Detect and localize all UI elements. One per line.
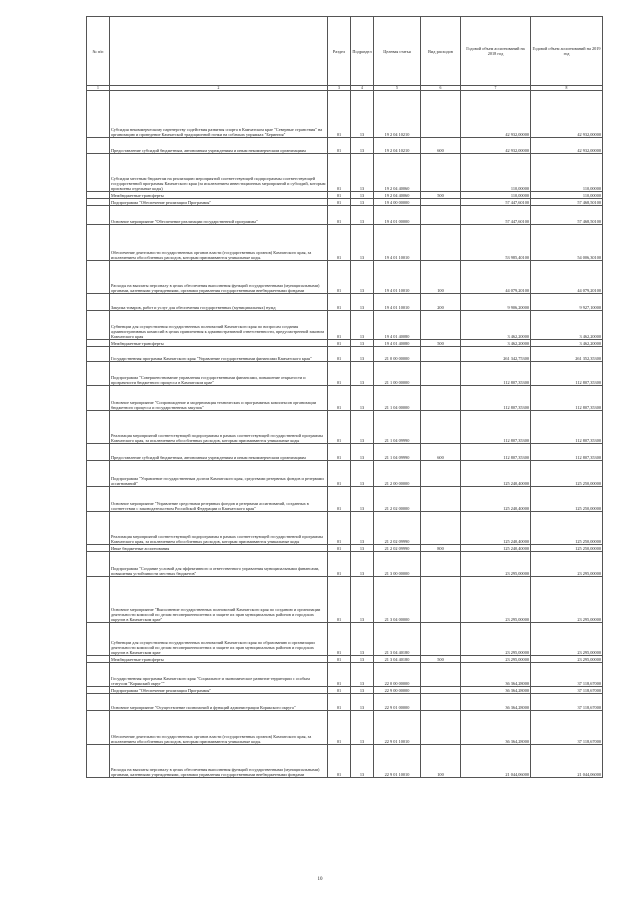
razdel-cell: 01 (328, 311, 351, 340)
expense-type-cell (421, 461, 461, 487)
col-number: 8 (531, 86, 603, 91)
amount-2019-cell: 57 468,50100 (531, 199, 603, 206)
row-num-cell (87, 192, 110, 199)
budget-table-container (86, 16, 602, 778)
podrazdel-cell: 13 (351, 663, 374, 687)
podrazdel-cell: 13 (351, 623, 374, 656)
table-row (87, 656, 603, 663)
podrazdel-cell: 13 (351, 138, 374, 154)
expense-type-cell (421, 362, 461, 386)
row-num-cell (87, 340, 110, 347)
target-article-cell: 19 4 01 10010 (374, 225, 421, 261)
podrazdel-cell: 13 (351, 294, 374, 311)
amount-2018-cell: 21 044,06000 (461, 745, 531, 778)
header-razdel: Раздел (328, 17, 351, 86)
expense-type-cell (421, 206, 461, 225)
col-number: 3 (328, 86, 351, 91)
amount-2019-cell: 110,00000 (531, 154, 603, 192)
target-article-cell: 21 2 00 00000 (374, 461, 421, 487)
podrazdel-cell: 13 (351, 411, 374, 444)
amount-2018-cell: 125 240,40000 (461, 461, 531, 487)
amount-2018-cell: 23 295,00000 (461, 656, 531, 663)
amount-2019-cell: 112 807,35300 (531, 362, 603, 386)
table-row (87, 545, 603, 552)
row-num-cell (87, 545, 110, 552)
col-number: 7 (461, 86, 531, 91)
target-article-cell: 21 2 02 09990 (374, 545, 421, 552)
amount-2018-cell: 125 240,40000 (461, 512, 531, 545)
amount-2019-cell: 37 118,67000 (531, 663, 603, 687)
table-row (87, 206, 603, 225)
item-name-cell: Реализация мероприятий соответствующей подпрограммы в рамках соответствующей государственной программы Камчатского края, за исключением обособленных расходов, которым присваиваются уникальные коды (110, 411, 328, 444)
row-num-cell (87, 91, 110, 138)
target-article-cell: 21 2 02 09990 (374, 512, 421, 545)
header-name (110, 17, 328, 86)
razdel-cell: 01 (328, 687, 351, 694)
razdel-cell: 01 (328, 512, 351, 545)
target-article-cell: 19 2 04 10210 (374, 138, 421, 154)
target-article-cell: 19 4 01 10010 (374, 294, 421, 311)
budget-allocation-table (86, 16, 603, 778)
podrazdel-cell: 13 (351, 444, 374, 461)
razdel-cell: 01 (328, 138, 351, 154)
target-article-cell: 19 2 04 40060 (374, 154, 421, 192)
item-name-cell: Основное мероприятие "Управление средствами резервных фондов и резервами ассигнований, созданных в соответствии с законодательством Российской Федерации и Камчатского края" (110, 487, 328, 512)
item-name-cell: Субсидия некоммерческому партнерству содействия развития спорта в Камчатском крае "Северные странствия" на организацию и проведение Камчатской традиционной гонки на собачьих упряжках "Берингия" (110, 91, 328, 138)
target-article-cell: 21 1 00 00000 (374, 362, 421, 386)
row-num-cell (87, 577, 110, 623)
table-row (87, 512, 603, 545)
item-name-cell: Расходы на выплаты персоналу в целях обеспечения выполнения функций государственными (муниципальными) органами, казенными учреждениями, органами управления государственными внебюджетными фондами (110, 261, 328, 294)
row-num-cell (87, 552, 110, 577)
amount-2019-cell: 44 079,20100 (531, 261, 603, 294)
table-row (87, 444, 603, 461)
amount-2018-cell: 23 295,00000 (461, 552, 531, 577)
amount-2018-cell: 23 295,00000 (461, 577, 531, 623)
header-2018: Годовой объем ассигнований на 2018 год (461, 17, 531, 86)
podrazdel-cell: 13 (351, 199, 374, 206)
razdel-cell: 01 (328, 623, 351, 656)
row-num-cell (87, 663, 110, 687)
amount-2018-cell: 42 932,00000 (461, 138, 531, 154)
podrazdel-cell: 13 (351, 154, 374, 192)
amount-2019-cell: 125 250,00000 (531, 512, 603, 545)
row-num-cell (87, 444, 110, 461)
item-name-cell: Субвенции для осуществления государственных полномочий Камчатского края по образованию и организации деятельности комиссий по делам несовершеннолетних и защите их прав муниципальных районов и городских округов в Камчатском крае (110, 623, 328, 656)
amount-2019-cell: 42 932,00000 (531, 138, 603, 154)
row-num-cell (87, 154, 110, 192)
item-name-cell: Межбюджетные трансферты (110, 656, 328, 663)
item-name-cell: Государственная программа Камчатского края "Социальное и экономическое развитие территории с особым статусом "Корякский округ"" (110, 663, 328, 687)
table-row (87, 138, 603, 154)
row-num-cell (87, 138, 110, 154)
amount-2018-cell: 36 364,28000 (461, 694, 531, 711)
podrazdel-cell: 13 (351, 206, 374, 225)
expense-type-cell: 100 (421, 261, 461, 294)
expense-type-cell (421, 552, 461, 577)
target-article-cell: 22 9 01 00000 (374, 694, 421, 711)
col-number: 4 (351, 86, 374, 91)
expense-type-cell (421, 663, 461, 687)
amount-2019-cell: 9 927,10000 (531, 294, 603, 311)
item-name-cell: Подпрограмма "Управление государственным долгом Камчатского края, средствами резервных фондов и резервами ассигнований" (110, 461, 328, 487)
amount-2018-cell: 112 807,35300 (461, 411, 531, 444)
page-number: 10 (317, 877, 323, 882)
amount-2019-cell: 57 468,50100 (531, 206, 603, 225)
expense-type-cell (421, 225, 461, 261)
item-name-cell: Подпрограмма "Совершенствование управления государственными финансами, повышение открытости и прозрачности бюджетного процесса в Камчатском крае" (110, 362, 328, 386)
amount-2019-cell: 37 118,67000 (531, 711, 603, 745)
item-name-cell: Подпрограмма "Обеспечение реализации Программы" (110, 687, 328, 694)
table-row (87, 461, 603, 487)
target-article-cell: 21 1 04 09990 (374, 411, 421, 444)
target-article-cell: 19 4 01 00000 (374, 206, 421, 225)
podrazdel-cell: 13 (351, 91, 374, 138)
razdel-cell: 01 (328, 411, 351, 444)
amount-2018-cell: 112 807,35300 (461, 444, 531, 461)
table-row (87, 347, 603, 362)
expense-type-cell: 500 (421, 340, 461, 347)
amount-2019-cell: 37 118,67000 (531, 687, 603, 694)
expense-type-cell (421, 623, 461, 656)
table-row (87, 311, 603, 340)
target-article-cell: 19 4 00 00000 (374, 199, 421, 206)
target-article-cell: 19 4 01 40080 (374, 340, 421, 347)
podrazdel-cell: 13 (351, 386, 374, 411)
podrazdel-cell: 13 (351, 225, 374, 261)
razdel-cell: 01 (328, 386, 351, 411)
amount-2019-cell: 37 118,67000 (531, 694, 603, 711)
razdel-cell: 01 (328, 362, 351, 386)
header-target-article: Целевая статья (374, 17, 421, 86)
row-num-cell (87, 362, 110, 386)
razdel-cell: 01 (328, 745, 351, 778)
expense-type-cell (421, 386, 461, 411)
amount-2018-cell: 36 364,28000 (461, 687, 531, 694)
podrazdel-cell: 13 (351, 261, 374, 294)
amount-2018-cell: 110,00000 (461, 192, 531, 199)
amount-2018-cell: 125 240,40000 (461, 487, 531, 512)
amount-2019-cell: 125 250,00000 (531, 545, 603, 552)
podrazdel-cell: 13 (351, 362, 374, 386)
razdel-cell: 01 (328, 347, 351, 362)
expense-type-cell: 600 (421, 138, 461, 154)
expense-type-cell (421, 487, 461, 512)
amount-2018-cell: 261 342,75300 (461, 347, 531, 362)
amount-2019-cell: 23 295,00000 (531, 623, 603, 656)
amount-2019-cell: 23 295,00000 (531, 552, 603, 577)
amount-2019-cell: 23 295,00000 (531, 656, 603, 663)
expense-type-cell: 500 (421, 656, 461, 663)
header-2019: Годовой объем ассигнований на 2019 год (531, 17, 603, 86)
razdel-cell: 01 (328, 199, 351, 206)
podrazdel-cell: 13 (351, 512, 374, 545)
target-article-cell: 22 9 00 00000 (374, 687, 421, 694)
podrazdel-cell: 13 (351, 545, 374, 552)
target-article-cell: 22 0 00 00000 (374, 663, 421, 687)
razdel-cell: 01 (328, 663, 351, 687)
table-row (87, 745, 603, 778)
table-row (87, 199, 603, 206)
table-row (87, 294, 603, 311)
expense-type-cell (421, 199, 461, 206)
table-row (87, 386, 603, 411)
item-name-cell: Иные бюджетные ассигнования (110, 545, 328, 552)
table-header-row (87, 17, 603, 86)
target-article-cell: 21 3 04 00000 (374, 577, 421, 623)
table-row (87, 487, 603, 512)
row-num-cell (87, 487, 110, 512)
item-name-cell: Расходы на выплаты персоналу в целях обеспечения выполнения функций государственными (муниципальными) органами, казенными учреждениями, органами управления государственными внебюджетными фондами (110, 745, 328, 778)
razdel-cell: 01 (328, 552, 351, 577)
row-num-cell (87, 623, 110, 656)
amount-2018-cell: 53 985,40100 (461, 225, 531, 261)
amount-2018-cell: 112 807,35300 (461, 386, 531, 411)
amount-2018-cell: 57 447,60100 (461, 199, 531, 206)
table-row (87, 711, 603, 745)
item-name-cell: Закупка товаров, работ и услуг для обеспечения государственных (муниципальных) нужд (110, 294, 328, 311)
amount-2018-cell: 36 364,28000 (461, 711, 531, 745)
row-num-cell (87, 347, 110, 362)
table-row (87, 340, 603, 347)
target-article-cell: 21 3 04 40180 (374, 623, 421, 656)
amount-2019-cell: 42 932,00000 (531, 91, 603, 138)
razdel-cell: 01 (328, 91, 351, 138)
podrazdel-cell: 13 (351, 311, 374, 340)
razdel-cell: 01 (328, 487, 351, 512)
expense-type-cell (421, 91, 461, 138)
razdel-cell: 01 (328, 206, 351, 225)
target-article-cell: 21 2 02 00000 (374, 487, 421, 512)
podrazdel-cell: 13 (351, 687, 374, 694)
header-podrazdel: Подраздел (351, 17, 374, 86)
row-num-cell (87, 656, 110, 663)
razdel-cell: 01 (328, 261, 351, 294)
amount-2019-cell: 125 250,00000 (531, 461, 603, 487)
item-name-cell: Межбюджетные трансферты (110, 340, 328, 347)
podrazdel-cell: 13 (351, 694, 374, 711)
podrazdel-cell: 13 (351, 577, 374, 623)
col-number: 5 (374, 86, 421, 91)
target-article-cell: 19 4 01 40080 (374, 311, 421, 340)
podrazdel-cell: 13 (351, 745, 374, 778)
amount-2019-cell: 3 462,20000 (531, 311, 603, 340)
row-num-cell (87, 206, 110, 225)
amount-2019-cell: 261 352,35300 (531, 347, 603, 362)
row-num-cell (87, 694, 110, 711)
item-name-cell: Основное мероприятие "Обеспечение реализации государственной программы" (110, 206, 328, 225)
podrazdel-cell: 13 (351, 192, 374, 199)
item-name-cell: Субвенции для осуществления государственных полномочий Камчатского края по вопросам создания административных комиссий в целях привлечения к административной ответственности, предусмотренной законом Камчатского края (110, 311, 328, 340)
amount-2018-cell: 125 240,40000 (461, 545, 531, 552)
row-num-cell (87, 512, 110, 545)
target-article-cell: 19 4 01 10010 (374, 261, 421, 294)
target-article-cell: 21 0 00 00000 (374, 347, 421, 362)
amount-2019-cell: 112 807,35300 (531, 386, 603, 411)
table-row (87, 687, 603, 694)
amount-2018-cell: 36 364,28000 (461, 663, 531, 687)
amount-2019-cell: 21 044,06000 (531, 745, 603, 778)
item-name-cell: Основное мероприятие "Сопровождение и модернизация технических и программных комплексов организации бюджетного процесса и государственных закупок" (110, 386, 328, 411)
razdel-cell: 01 (328, 294, 351, 311)
amount-2018-cell: 42 932,00000 (461, 91, 531, 138)
row-num-cell (87, 199, 110, 206)
row-num-cell (87, 261, 110, 294)
amount-2019-cell: 3 462,20000 (531, 340, 603, 347)
razdel-cell: 01 (328, 577, 351, 623)
razdel-cell: 01 (328, 444, 351, 461)
table-row (87, 225, 603, 261)
item-name-cell: Обеспечение деятельности государственных органов власти (государственных органов) Камчатского края, за исключением обособленных расходов, которым присваиваются уникальные коды. (110, 711, 328, 745)
amount-2018-cell: 23 295,00000 (461, 623, 531, 656)
item-name-cell: Подпрограмма "Обеспечение реализации Программы" (110, 199, 328, 206)
amount-2018-cell: 9 906,20000 (461, 294, 531, 311)
razdel-cell: 01 (328, 711, 351, 745)
podrazdel-cell: 13 (351, 487, 374, 512)
col-number: 1 (87, 86, 110, 91)
amount-2019-cell: 112 807,35300 (531, 444, 603, 461)
table-row (87, 192, 603, 199)
item-name-cell: Предоставление субсидий бюджетным, автономным учреждениям и иным некоммерческим организациям (110, 138, 328, 154)
table-row (87, 362, 603, 386)
target-article-cell: 19 2 04 10210 (374, 91, 421, 138)
target-article-cell: 21 1 04 00000 (374, 386, 421, 411)
item-name-cell: Субсидии местным бюджетам на реализацию мероприятий соответствующей подпрограммы соответствующей государственной программы Камчатского края (за исключением инвестиционных мероприятий и субсидий, которым присвоены отдельные коды) (110, 154, 328, 192)
razdel-cell: 01 (328, 192, 351, 199)
table-row (87, 91, 603, 138)
razdel-cell: 01 (328, 694, 351, 711)
expense-type-cell (421, 694, 461, 711)
target-article-cell: 19 2 04 40060 (374, 192, 421, 199)
item-name-cell: Основное мероприятие "Осуществление полномочий и функций администрации Корякского округа" (110, 694, 328, 711)
podrazdel-cell: 13 (351, 552, 374, 577)
row-num-cell (87, 745, 110, 778)
amount-2018-cell: 3 462,20000 (461, 311, 531, 340)
amount-2018-cell: 110,00000 (461, 154, 531, 192)
target-article-cell: 22 9 01 10010 (374, 711, 421, 745)
razdel-cell: 01 (328, 545, 351, 552)
target-article-cell: 22 9 01 10010 (374, 745, 421, 778)
target-article-cell: 21 3 00 00000 (374, 552, 421, 577)
podrazdel-cell: 13 (351, 461, 374, 487)
table-row (87, 577, 603, 623)
col-number: 2 (110, 86, 328, 91)
expense-type-cell: 500 (421, 192, 461, 199)
expense-type-cell: 200 (421, 294, 461, 311)
razdel-cell: 01 (328, 340, 351, 347)
table-row (87, 411, 603, 444)
table-row (87, 552, 603, 577)
target-article-cell: 21 3 04 40180 (374, 656, 421, 663)
row-num-cell (87, 711, 110, 745)
item-name-cell: Межбюджетные трансферты (110, 192, 328, 199)
expense-type-cell (421, 411, 461, 444)
item-name-cell: Реализация мероприятий соответствующей подпрограммы в рамках соответствующей государственной программы Камчатского края, за исключением обособленных расходов, которым присваиваются уникальные коды (110, 512, 328, 545)
amount-2018-cell: 3 462,20000 (461, 340, 531, 347)
expense-type-cell (421, 311, 461, 340)
item-name-cell: Предоставление субсидий бюджетным, автономным учреждениям и иным некоммерческим организациям (110, 444, 328, 461)
podrazdel-cell: 13 (351, 656, 374, 663)
podrazdel-cell: 13 (351, 340, 374, 347)
amount-2019-cell: 110,00000 (531, 192, 603, 199)
razdel-cell: 01 (328, 656, 351, 663)
row-num-cell (87, 225, 110, 261)
podrazdel-cell: 13 (351, 347, 374, 362)
table-row (87, 154, 603, 192)
target-article-cell: 21 1 04 09990 (374, 444, 421, 461)
expense-type-cell (421, 711, 461, 745)
amount-2019-cell: 112 807,35300 (531, 411, 603, 444)
expense-type-cell: 100 (421, 745, 461, 778)
row-num-cell (87, 311, 110, 340)
table-row (87, 663, 603, 687)
item-name-cell: Государственная программа Камчатского края "Управление государственными финансами Камчатского края" (110, 347, 328, 362)
header-expense-type: Вид расходов (421, 17, 461, 86)
row-num-cell (87, 411, 110, 444)
row-num-cell (87, 687, 110, 694)
expense-type-cell: 800 (421, 545, 461, 552)
expense-type-cell (421, 687, 461, 694)
razdel-cell: 01 (328, 461, 351, 487)
item-name-cell: Основное мероприятие "Выполнение государственных полномочий Камчатского края по созданию и организации деятельности комиссий по делам несовершеннолетних и защите их прав муниципальных районов и городских округов в Камчатском крае" (110, 577, 328, 623)
amount-2019-cell: 23 295,00000 (531, 577, 603, 623)
expense-type-cell (421, 347, 461, 362)
expense-type-cell (421, 512, 461, 545)
row-num-cell (87, 386, 110, 411)
item-name-cell: Обеспечение деятельности государственных органов власти (государственных органов) Камчатского края, за исключением обособленных расходов, которым присваиваются уникальные коды. (110, 225, 328, 261)
amount-2018-cell: 112 807,35300 (461, 362, 531, 386)
amount-2019-cell: 54 006,30100 (531, 225, 603, 261)
podrazdel-cell: 13 (351, 711, 374, 745)
row-num-cell (87, 294, 110, 311)
razdel-cell: 01 (328, 154, 351, 192)
expense-type-cell (421, 154, 461, 192)
amount-2018-cell: 44 079,20100 (461, 261, 531, 294)
amount-2019-cell: 125 250,00000 (531, 487, 603, 512)
table-row (87, 694, 603, 711)
col-number: 6 (421, 86, 461, 91)
table-row (87, 261, 603, 294)
row-num-cell (87, 461, 110, 487)
header-num: № п/п (87, 17, 110, 86)
razdel-cell: 01 (328, 225, 351, 261)
amount-2018-cell: 57 447,60100 (461, 206, 531, 225)
expense-type-cell (421, 577, 461, 623)
expense-type-cell: 600 (421, 444, 461, 461)
table-row (87, 623, 603, 656)
item-name-cell: Подпрограмма "Создание условий для эффективного и ответственного управления муниципальными финансами, повышения устойчивости местных бюджетов" (110, 552, 328, 577)
